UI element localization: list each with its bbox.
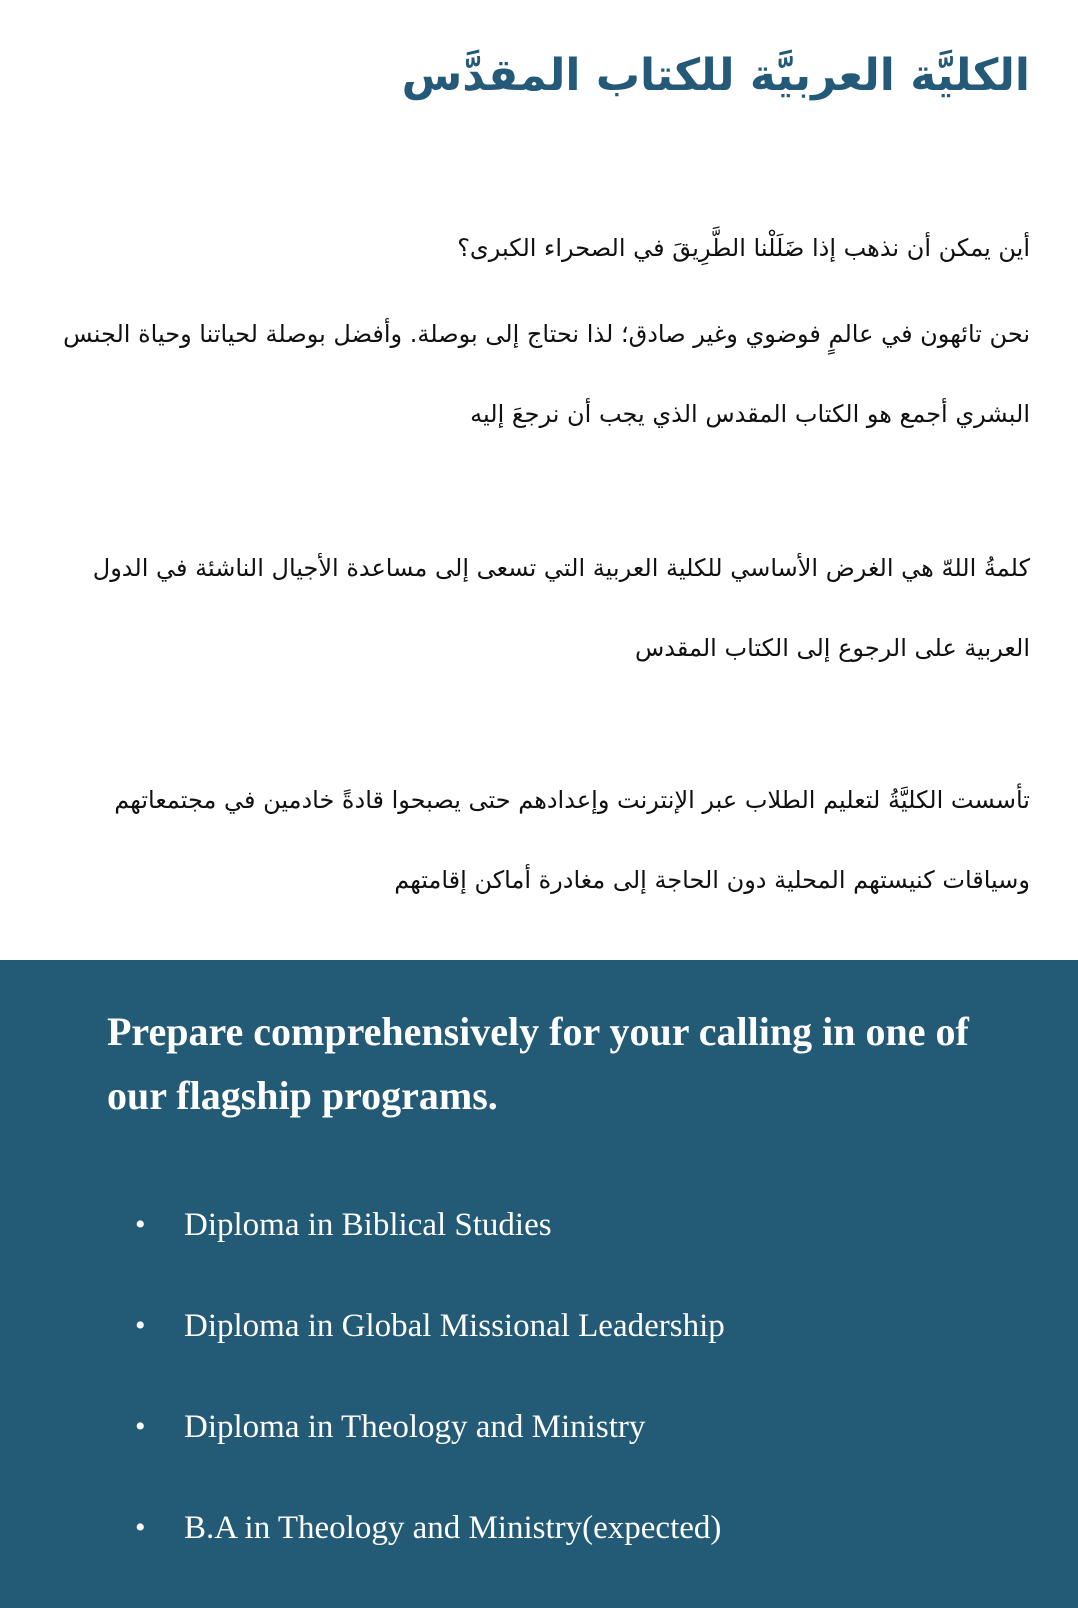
- program-item: [107, 1376, 998, 1477]
- bullet-icon: •: [135, 1409, 146, 1443]
- intro-paragraph-founding: تأسست الكليَّةُ لتعليم الطلاب عبر الإنترنت وإعدادهم حتى يصبحوا قادةً خادمين في مجتمعاتهم وسياقات كنيستهم المحلية دون الحاجة إلى مغادرة أماكن إقامتهم: [114, 786, 1030, 894]
- program-label: B.A in Theology and Ministry(expected): [184, 1509, 722, 1546]
- bullet-icon: •: [135, 1207, 146, 1241]
- intro-paragraph-purpose: كلمةُ اللهّ هي الغرض الأساسي للكلية العربية التي تسعى إلى مساعدة الأجيال الناشئة في الدول العربية على الرجوع إلى الكتاب المقدس: [92, 554, 1030, 662]
- site-title: الكليَّة العربيَّة للكتاب المقدَّس: [401, 50, 1030, 101]
- intro-question: أين يمكن أن نذهب إذا ضَلَلْنا الطَّرِيقَ في الصحراء الكبرى؟: [457, 234, 1030, 262]
- program-list: [107, 1174, 998, 1578]
- programs-heading: Prepare comprehensively for your calling in one of our flagship programs.: [107, 1009, 969, 1118]
- bullet-icon: •: [135, 1308, 146, 1342]
- program-label: Diploma in Biblical Studies: [184, 1206, 552, 1243]
- intro-paragraph-compass: نحن تائهون في عالمٍ فوضوي وغير صادق؛ لذا نحتاج إلى بوصلة. وأفضل بوصلة لحياتنا وحياة الجنس البشري أجمع هو الكتاب المقدس الذي يجب أن نرجعَ إليه: [63, 320, 1030, 428]
- program-item: [107, 1174, 998, 1275]
- programs-section: [0, 960, 1078, 1608]
- program-item: [107, 1477, 998, 1578]
- program-label: Diploma in Theology and Ministry: [184, 1408, 646, 1445]
- bullet-icon: •: [135, 1510, 146, 1544]
- program-label: Diploma in Global Missional Leadership: [184, 1307, 725, 1344]
- program-item: [107, 1275, 998, 1376]
